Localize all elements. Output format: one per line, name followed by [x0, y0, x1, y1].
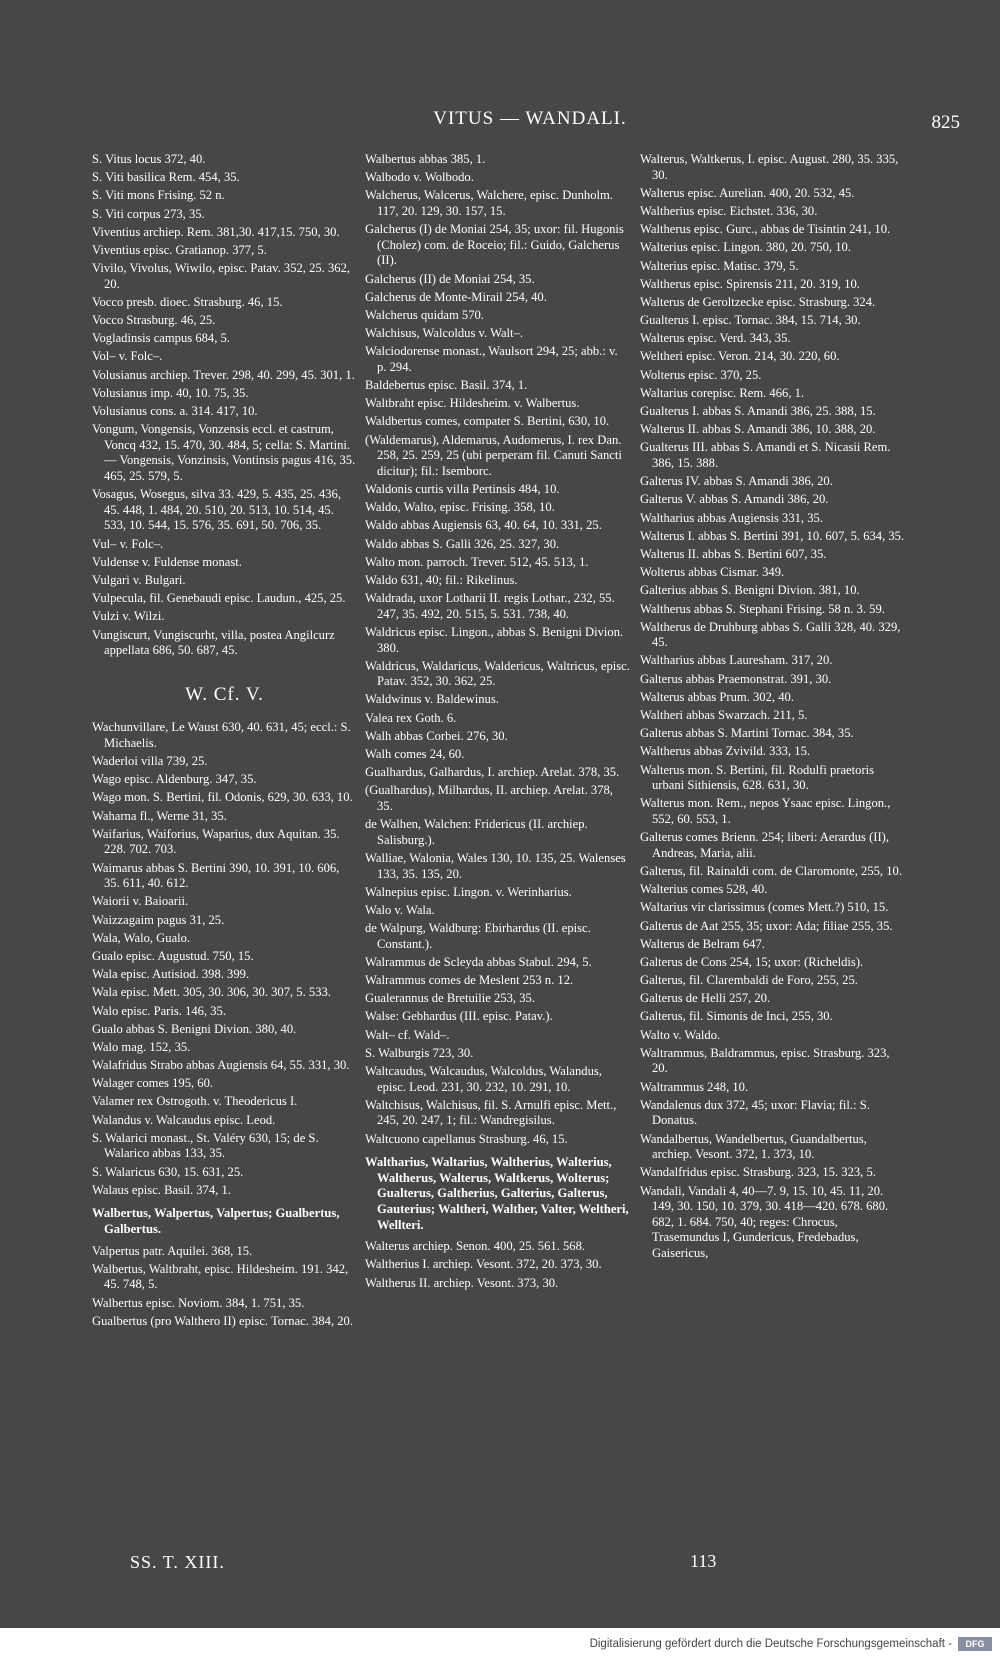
index-entry: Waldricus episc. Lingon., abbas S. Benigni Divion. 380. [365, 624, 624, 655]
index-entry: Vivilo, Vivolus, Wiwilo, episc. Patav. 352, 25. 362, 20. [92, 261, 351, 291]
index-entry: Waltherus de Druhburg abbas S. Galli 328, 40. 329, 45. [640, 619, 901, 650]
index-entry: Walterus archiep. Senon. 400, 25. 561. 568. [365, 1239, 586, 1254]
index-entry: Walbertus episc. Noviom. 384, 1. 751, 35. [92, 1295, 305, 1310]
index-entry: Walterus mon. Rem., nepos Ysaac episc. Lingon., 552, 60. 553, 1. [640, 796, 891, 826]
index-entry: Walh comes 24, 60. [365, 747, 465, 762]
index-entry: Walcherus, Walcerus, Walchere, episc. Dunholm. 117, 20. 129, 30. 157, 15. [365, 188, 613, 218]
index-entry: S. Walarici monast., St. Valéry 630, 15; de S. Walarico abbas 133, 35. [92, 1130, 319, 1161]
index-entry: Walterus II. abbas S. Amandi 386, 10. 388, 20. [640, 422, 876, 437]
index-entry: Walo v. Wala. [365, 902, 435, 917]
index-entry: Galterus, fil. Rainaldi com. de Claromonte, 255, 10. [640, 863, 902, 878]
index-entry: Waldo, Walto, episc. Frising. 358, 10. [365, 500, 555, 515]
index-entry: Wala, Walo, Gualo. [92, 930, 191, 945]
index-entry: Galcherus de Monte-Mirail 254, 40. [365, 289, 547, 304]
index-entry: Vulpecula, fil. Genebaudi episc. Laudun., 425, 25. [92, 591, 346, 606]
index-entry: Walterus episc. Verd. 343, 35. [640, 331, 791, 346]
dfg-credit-text: Digitalisierung gefördert durch die Deutsche Forschungsgemeinschaft - [589, 1638, 952, 1650]
index-entry: Galterus de Helli 257, 20. [640, 991, 771, 1006]
index-entry: Waltbraht episc. Hildesheim. v. Walbertus. [365, 396, 580, 411]
index-entry: Walterius episc. Lingon. 380, 20. 750, 10. [640, 240, 851, 255]
index-entry: Galterus comes Brienn. 254; liberi: Aerardus (II), Andreas, Maria, alii. [640, 830, 890, 860]
index-entry: Vungiscurt, Vungiscurht, villa, postea Angilcurz appellata 686, 50. 687, 45. [92, 627, 335, 658]
index-entry: Wachunvillare, Le Waust 630, 40. 631, 45; eccl.: S. Michaelis. [92, 720, 351, 750]
index-entry: Weltheri episc. Veron. 214, 30. 220, 60. [640, 349, 840, 364]
index-entry: Walchisus, Walcoldus v. Walt–. [365, 326, 523, 341]
index-entry: Walrammus comes de Meslent 253 n. 12. [365, 973, 574, 988]
index-entry: Vuldense v. Fuldense monast. [92, 554, 242, 569]
index-entry: Gualterus I. abbas S. Amandi 386, 25. 388, 15. [640, 404, 876, 419]
index-entry: Waltrammus, Baldrammus, episc. Strasburg. 323, 20. [640, 1045, 890, 1076]
index-entry: Walto v. Waldo. [640, 1027, 721, 1042]
index-entry: Viventius archiep. Rem. 381,30. 417,15. 750, 30. [92, 224, 340, 239]
index-entry: Galterius abbas S. Benigni Divion. 381, 10. [640, 583, 860, 598]
index-entry: Vocco presb. dioec. Strasburg. 46, 15. [92, 294, 283, 309]
index-entry: Walterus episc. Aurelian. 400, 20. 532, 45. [640, 185, 855, 200]
index-entry: Walterus mon. S. Bertini, fil. Rodulfi praetoris urbani Sithiensis, 628. 631, 30. [640, 762, 875, 793]
index-entry: Viventius episc. Gratianop. 377, 5. [92, 242, 267, 257]
running-head: VITUS — WANDALI. [433, 108, 627, 129]
index-entry: (Gualhardus), Milhardus, II. archiep. Arelat. 378, 35. [365, 783, 613, 813]
index-entry: Waltchisus, Walchisus, fil. S. Arnulfi episc. Mett., 245, 20. 247, 1; fil.: Wandregisilus. [365, 1097, 617, 1128]
index-entry: S. Walburgis 723, 30. [365, 1045, 474, 1060]
index-column-2 [365, 152, 630, 1294]
index-entry: Walciodorense monast., Waulsort 294, 25; abb.: v. p. 294. [365, 344, 618, 374]
index-entry: Gualo abbas S. Benigni Divion. 380, 40. [92, 1021, 297, 1036]
index-entry: Volusianus cons. a. 314. 417, 10. [92, 404, 258, 419]
index-entry: Wandali, Vandali 4, 40—7. 9, 15. 10, 45. 11, 20. 149, 30. 150, 10. 379, 30. 418—420. 678. 680. 682, 1. 684. 750, 40; reges: Chrocus, Trasemundus I, Gundericus, Fredebadus, Gaisericus, [640, 1183, 889, 1260]
index-entry: Wolterus episc. 370, 25. [640, 367, 762, 382]
index-entry: Waltherus abbas S. Stephani Frising. 58 n. 3. 59. [640, 601, 885, 616]
index-entry: Walnepius episc. Lingon. v. Werinharius. [365, 884, 572, 899]
index-entry: Galterus abbas Praemonstrat. 391, 30. [640, 671, 832, 686]
index-entry: de Walpurg, Waldburg: Ebirhardus (II. episc. Constant.). [365, 921, 591, 951]
index-entry: Waltharius abbas Lauresham. 317, 20. [640, 653, 833, 668]
index-entry: Wago episc. Aldenburg. 347, 35. [92, 772, 257, 787]
index-entry: Galcherus (I) de Moniai 254, 35; uxor: fil. Hugonis (Cholez) com. de Roceio; fil.: Guido, Galcherus (II). [365, 222, 624, 268]
index-entry: S. Viti corpus 273, 35. [92, 206, 205, 221]
index-entry: Walliae, Walonia, Wales 130, 10. 135, 25. Walenses 133, 35. 135, 20. [365, 850, 626, 881]
index-entry: Waltherus episc. Spirensis 211, 20. 319, 10. [640, 276, 860, 291]
index-entry: Waldbertus comes, compater S. Bertini, 630, 10. [365, 414, 610, 429]
index-entry: Galterus de Aat 255, 35; uxor: Ada; filiae 255, 35. [640, 918, 893, 933]
index-entry: Wala episc. Mett. 305, 30. 306, 30. 307, 5. 533. [92, 985, 331, 1000]
index-entry: de Walhen, Walchen: Fridericus (II. archiep. Salisburg.). [365, 817, 588, 847]
index-entry: Vulgari v. Bulgari. [92, 572, 186, 587]
index-entry: Waimarus abbas S. Bertini 390, 10. 391, 10. 606, 35. 611, 40. 612. [92, 860, 340, 891]
index-entry: Vol– v. Folc–. [92, 349, 163, 364]
index-entry: Vul– v. Folc–. [92, 536, 164, 551]
index-entry: Waldonis curtis villa Pertinsis 484, 10. [365, 482, 560, 496]
index-entry: Waltheri abbas Swarzach. 211, 5. [640, 708, 808, 723]
index-entry: Galterus IV. abbas S. Amandi 386, 20. [640, 474, 833, 489]
index-entry: Volusianus imp. 40, 10. 75, 35. [92, 385, 249, 400]
index-entry: Walo mag. 152, 35. [92, 1039, 191, 1054]
index-entry: Wala episc. Autisiod. 398. 399. [92, 967, 250, 982]
index-entry: Wolterus abbas Cismar. 349. [640, 565, 785, 580]
index-entry: Walse: Gebhardus (III. episc. Patav.). [365, 1009, 553, 1024]
index-entry: Wandalbertus, Wandelbertus, Guandalbertus, archiep. Vesont. 372, 1. 373, 10. [640, 1131, 867, 1162]
index-entry: Vocco Strasburg. 46, 25. [92, 313, 216, 328]
index-entry: Walafridus Strabo abbas Augiensis 64, 55. 331, 30. [92, 1058, 350, 1073]
sheet-number: 113 [690, 1551, 717, 1571]
index-entry: S. Walaricus 630, 15. 631, 25. [92, 1164, 244, 1179]
index-entry: Galcherus (II) de Moniai 254, 35. [365, 271, 535, 286]
index-entry: (Waldemarus), Aldemarus, Audomerus, I. rex Dan. 258, 25. 259, 25 (ubi perperam fil. Canuti Sancti dicitur); fil.: Isemborc. [365, 432, 622, 478]
index-entry: Gualhardus, Galhardus, I. archiep. Arelat. 378, 35. [365, 765, 620, 780]
index-entry: Waltherus episc. Gurc., abbas de Tisintin 241, 10. [640, 222, 891, 237]
index-entry: Walo episc. Paris. 146, 35. [92, 1003, 226, 1018]
index-entry: S. Viti mons Frising. 52 n. [92, 188, 225, 203]
index-entry: Galterus, fil. Simonis de Inci, 255, 30. [640, 1009, 833, 1024]
index-entry: Valamer rex Ostrogoth. v. Theodericus I. [92, 1094, 298, 1109]
index-entry: Gualterus III. abbas S. Amandi et S. Nicasii Rem. 386, 15. 388. [640, 440, 891, 470]
index-entry: Volusianus archiep. Trever. 298, 40. 299, 45. 301, 1. [92, 367, 355, 382]
page-number: 825 [931, 112, 960, 133]
index-entry: Waltrammus 248, 10. [640, 1079, 749, 1094]
index-entry: Wandalfridus episc. Strasburg. 323, 15. 323, 5. [640, 1165, 876, 1180]
index-entry: Walbodo v. Wolbodo. [365, 170, 474, 185]
index-entry: S. Viti basilica Rem. 454, 35. [92, 170, 240, 185]
index-entry: Waltarius corepisc. Rem. 466, 1. [640, 385, 805, 400]
sheet-signature: SS. T. XIII. [130, 1552, 225, 1572]
index-entry: Waizzagaim pagus 31, 25. [92, 912, 225, 927]
index-entry: Waharna fl., Werne 31, 35. [92, 808, 227, 823]
index-entry: Waldrada, uxor Lotharii II. regis Lothar., 232, 55. 247, 35. 492, 20. 515, 5. 531. 738, 40. [365, 591, 615, 621]
index-entry: Waldo abbas Augiensis 63, 40. 64, 10. 331, 25. [365, 518, 602, 533]
index-entry: Vogladinsis campus 684, 5. [92, 331, 230, 346]
index-entry: Waifarius, Waiforius, Waparius, dux Aquitan. 35. 228. 702. 703. [92, 826, 340, 857]
index-entry: Walterus I. abbas S. Bertini 391, 10. 607, 5. 634, 35. [640, 528, 905, 543]
index-entry: Waltherus II. archiep. Vesont. 373, 30. [365, 1275, 559, 1290]
index-entry: Gualterus I. episc. Tornac. 384, 15. 714, 30. [640, 313, 861, 328]
index-entry: Galterus abbas S. Martini Tornac. 384, 35. [640, 726, 854, 741]
index-entry: Vulzi v. Wilzi. [92, 609, 165, 624]
index-entry: Walrammus de Scleyda abbas Stabul. 294, 5. [365, 954, 592, 969]
index-entry: Galterus V. abbas S. Amandi 386, 20. [640, 492, 829, 507]
group-heading: Walbertus, Walpertus, Valpertus; Gualbertus, Galbertus. [92, 1206, 340, 1236]
index-entry: Walaus episc. Basil. 374, 1. [92, 1182, 231, 1197]
index-column-1 [92, 152, 357, 1332]
index-entry: Vongum, Vongensis, Vonzensis eccl. et castrum, Voncq 432, 15. 470, 30. 484, 5; cella: S. Martini. — Vongensis, Vonzinsis, Vontinsis pagus 416, 35. 465, 25. 579, 5. [92, 422, 356, 483]
index-entry: Waltcaudus, Walcaudus, Walcoldus, Walandus, episc. Leod. 231, 30. 232, 10. 291, 10. [365, 1064, 602, 1094]
index-entry: Walager comes 195, 60. [92, 1076, 214, 1091]
index-column-3 [640, 152, 905, 1264]
index-entry: Waltherius episc. Eichstet. 336, 30. [640, 203, 818, 218]
index-entry: Walt– cf. Wald–. [365, 1027, 450, 1042]
index-entry: Walto mon. parroch. Trever. 512, 45. 513, 1. [365, 554, 589, 569]
digitization-credit-bar [0, 1628, 1000, 1661]
index-entry: Gualbertus (pro Walthero II) episc. Tornac. 384, 20. [92, 1313, 353, 1328]
index-entry: Walterus de Geroltzecke episc. Strasburg. 324. [640, 294, 876, 309]
index-entry: S. Vitus locus 372, 40. [92, 152, 206, 166]
section-heading: W. Cf. V. [185, 683, 264, 705]
index-entry: Walh abbas Corbei. 276, 30. [365, 728, 508, 743]
index-entry: Waltcuono capellanus Strasburg. 46, 15. [365, 1131, 568, 1146]
dfg-logo: DFG [958, 1637, 992, 1651]
index-entry: Wandalenus dux 372, 45; uxor: Flavia; fil.: S. Donatus. [640, 1097, 870, 1128]
index-entry: Walterius episc. Matisc. 379, 5. [640, 258, 799, 273]
index-entry: Walterus de Belram 647. [640, 936, 765, 951]
index-entry: Waldwinus v. Baldewinus. [365, 692, 499, 707]
index-entry: Vosagus, Wosegus, silva 33. 429, 5. 435, 25. 436, 45. 448, 1. 484, 20. 510, 20. 513, 10. 514, 45. 533, 10. 544, 15. 576, 35. 691, 50. 706, 35. [92, 487, 342, 533]
index-entry: Waldricus, Waldaricus, Waldericus, Waltricus, episc. Patav. 352, 30. 362, 25. [365, 658, 630, 689]
index-entry: Gualo episc. Augustud. 750, 15. [92, 948, 254, 963]
index-entry: Walcherus quidam 570. [365, 307, 484, 322]
index-entry: Waderloi villa 739, 25. [92, 754, 208, 769]
group-heading: Waltharius, Waltarius, Waltherius, Walterius, Waltherus, Walterus, Waltkerus, Wolterus; Gualterus, Galtherius, Galterius, Galterus, Gauterius; Waltheri, Walther, Valter, Weltheri, Wellteri. [365, 1155, 629, 1232]
index-entry: Galterus, fil. Clarembaldi de Foro, 255, 25. [640, 973, 858, 988]
index-entry: Walbertus abbas 385, 1. [365, 152, 486, 166]
index-entry: Walterus abbas Prum. 302, 40. [640, 689, 794, 704]
index-entry: Valpertus patr. Aquilei. 368, 15. [92, 1243, 253, 1258]
index-entry: Gualerannus de Bretuilie 253, 35. [365, 991, 535, 1006]
index-entry: Baldebertus episc. Basil. 374, 1. [365, 378, 528, 393]
index-entry: Waltharius abbas Augiensis 331, 35. [640, 510, 823, 525]
index-entry: Waltarius vir clarissimus (comes Mett.?) 510, 15. [640, 900, 889, 915]
index-entry: Wago mon. S. Bertini, fil. Odonis, 629, 30. 633, 10. [92, 790, 353, 805]
index-entry: Walterus, Waltkerus, I. episc. August. 280, 35. 335, 30. [640, 152, 899, 182]
index-entry: Waltherus abbas Zvivild. 333, 15. [640, 744, 811, 759]
index-entry: Waldo abbas S. Galli 326, 25. 327, 30. [365, 536, 560, 551]
index-entry: Valea rex Goth. 6. [365, 710, 457, 725]
index-entry: Waltherius I. archiep. Vesont. 372, 20. 373, 30. [365, 1257, 602, 1272]
index-entry: Walandus v. Walcaudus episc. Leod. [92, 1112, 276, 1127]
index-entry: Walterus II. abbas S. Bertini 607, 35. [640, 546, 827, 561]
index-entry: Walbertus, Waltbraht, episc. Hildesheim. 191. 342, 45. 748, 5. [92, 1261, 349, 1292]
index-entry: Waldo 631, 40; fil.: Rikelinus. [365, 572, 518, 587]
index-entry: Waiorii v. Baioarii. [92, 894, 189, 909]
index-entry: Galterus de Cons 254, 15; uxor: (Richeldis). [640, 954, 864, 969]
index-entry: Walterius comes 528, 40. [640, 882, 768, 897]
